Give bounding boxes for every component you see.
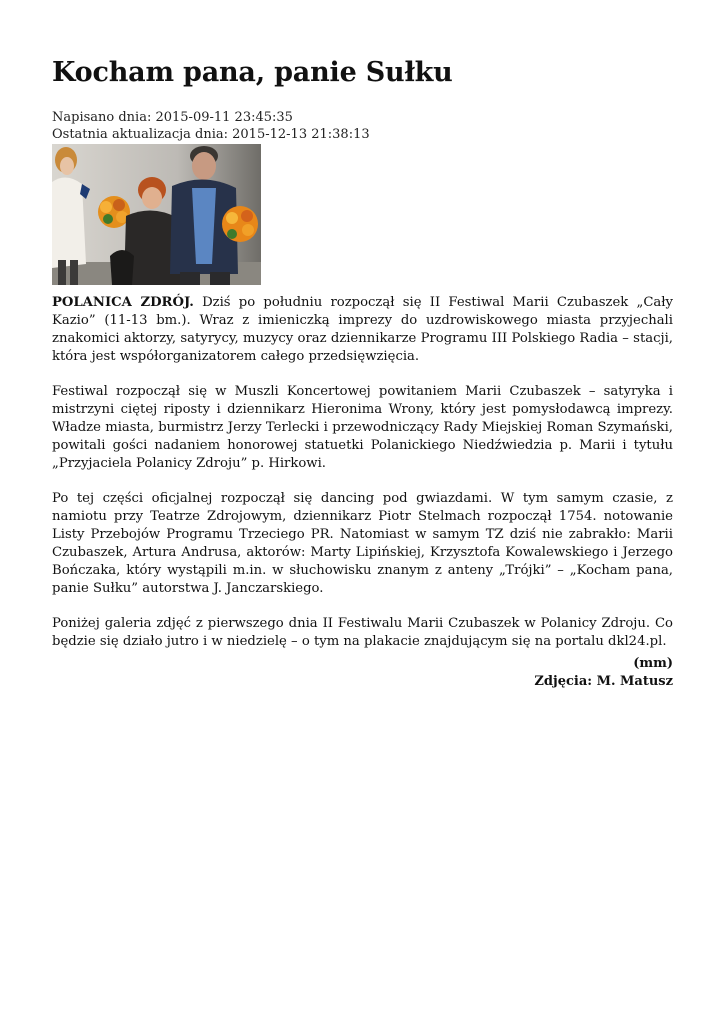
author-signature: (mm) <box>633 656 673 671</box>
article <box>52 55 673 691</box>
dateline: POLANICA ZDRÓJ. <box>52 295 194 310</box>
paragraph-2: Festiwal rozpoczął się w Muszli Koncertowej powitaniem Marii Czubaszek – satyryka i mistrzyni ciętej riposty i dziennikarz Hieronima Wrony, który jest pomysłodawcą imprezy. Władze miasta, burmistrz Jerzy Terlecki i przewodniczący Rady Miejskiej Roman Szymański, powitali gości nadaniem honorowej statuetki Polanickiego Niedźwiedzia p. Marii i tytułu „Przyjaciela Polanicy Zdroju” p. Hirkowi. <box>52 384 673 471</box>
paragraph-4: Poniżej galeria zdjęć z pierwszego dnia II Festiwalu Marii Czubaszek w Polanicy Zdroju. Co będzie się działo jutro i w niedzielę – o tym na plakacie znajdującym się na portalu dkl24.pl. <box>52 616 673 649</box>
updated-date: Ostatnia aktualizacja dnia: 2015-12-13 21:38:13 <box>52 127 370 142</box>
article-photo-image <box>52 144 261 285</box>
lead-paragraph <box>52 294 673 366</box>
lead-text: Dziś po południu rozpoczął się II Festiwal Marii Czubaszek „Cały Kazio” (11-13 bm.). Wraz z imieniczką imprezy do uzdrowiskowego miasta przyjechali znakomici aktorzy, satyrycy, muzycy oraz dziennikarze Programu III Polskiego Radia – stacji, która jest współorganizatorem całego przedsięwzięcia. <box>52 295 673 364</box>
photo-credit: Zdjęcia: M. Matusz <box>534 674 673 689</box>
article-photo <box>52 144 261 285</box>
article-body <box>52 294 673 691</box>
paragraph-3: Po tej części oficjalnej rozpoczął się dancing pod gwiazdami. W tym samym czasie, z namiotu przy Teatrze Zdrojowym, dziennikarz Piotr Stelmach rozpoczął 1754. notowanie Listy Przebojów Programu Trzeciego PR. Natomiast w samym TZ dziś nie zabrakło: Marii Czubaszek, Artura Andrusa, aktorów: Marty Lipińskiej, Krzysztofa Kowalewskiego i Jerzego Bończaka, który wystąpili m.in. w słuchowisku znanym z anteny „Trójki” – „Kocham pana, panie Sułku” autorstwa J. Janczarskiego. <box>52 491 673 596</box>
article-meta <box>52 109 673 143</box>
article-title: Kocham pana, panie Sułku <box>52 57 453 88</box>
published-date: Napisano dnia: 2015-09-11 23:45:35 <box>52 110 293 125</box>
